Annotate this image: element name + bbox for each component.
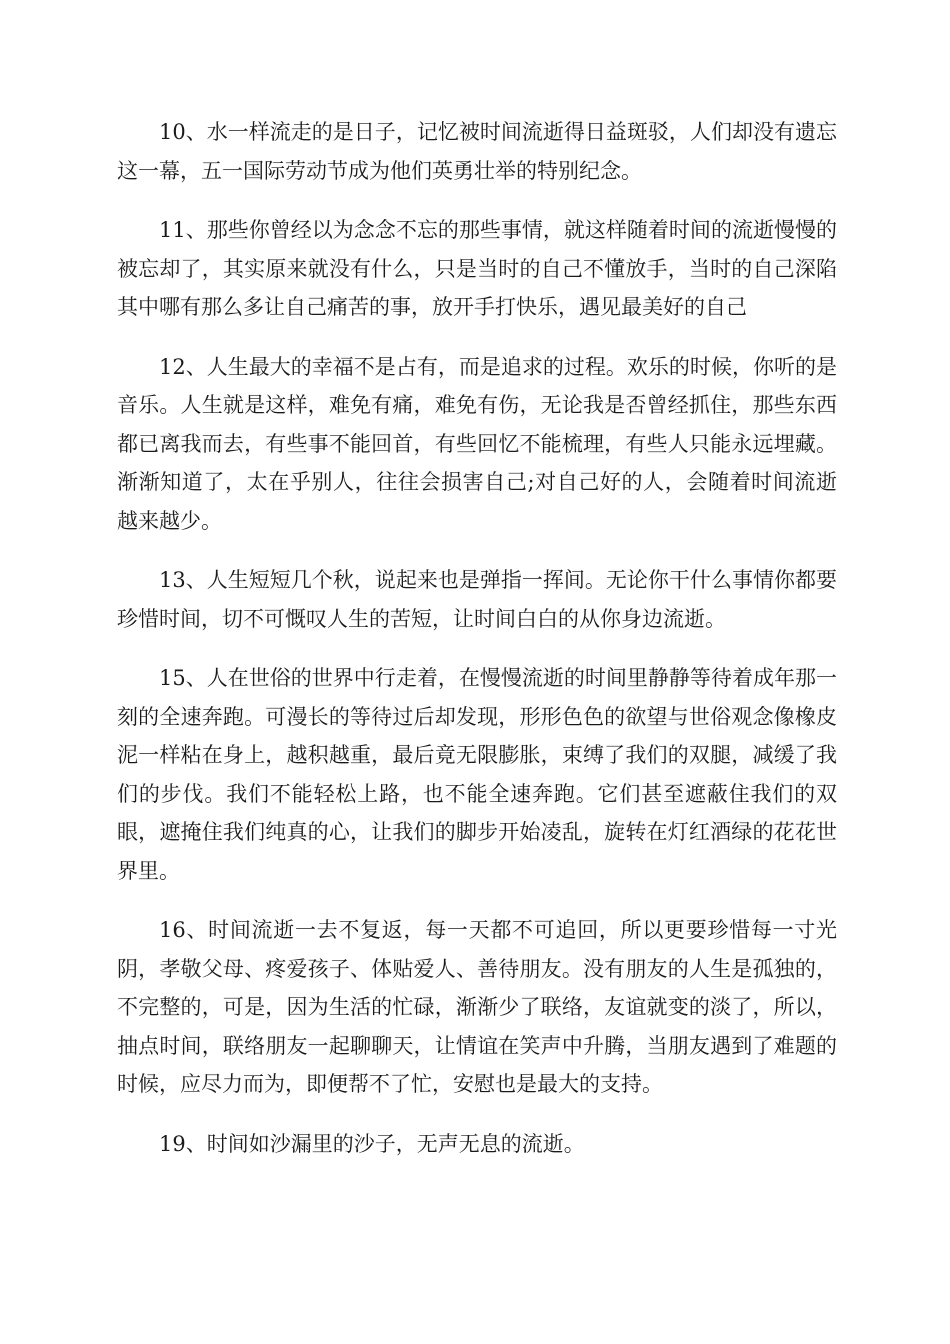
paragraph-12: 12、人生最大的幸福不是占有，而是追求的过程。欢乐的时候，你听的是音乐。人生就是这样，难免有痛，难免有伤，无论我是否曾经抓住，那些东西都已离我而去，有些事不能回首，有些回忆不能梳理，有些人只能永远埋藏。渐渐知道了，太在乎别人，往往会损害自己;对自己好的人，会随着时间流逝越来越少。 [117, 354, 837, 533]
paragraph-15: 15、人在世俗的世界中行走着，在慢慢流逝的时间里静静等待着成年那一刻的全速奔跑。可漫长的等待过后却发现，形形色色的欲望与世俗观念像橡皮泥一样粘在身上，越积越重，最后竟无限膨胀，束缚了我们的双腿，减缓了我们的步伐。我们不能轻松上路，也不能全速奔跑。它们甚至遮蔽住我们的双眼，遮掩住我们纯真的心，让我们的脚步开始凌乱，旋转在灯红酒绿的花花世界里。 [117, 666, 837, 883]
paragraph-16: 16、时间流逝一去不复返，每一天都不可追回，所以更要珍惜每一寸光阴，孝敬父母、疼爱孩子、体贴爱人、善待朋友。没有朋友的人生是孤独的，不完整的，可是，因为生活的忙碌，渐渐少了联络，友谊就变的淡了，所以，抽点时间，联络朋友一起聊聊天，让情谊在笑声中升腾，当朋友遇到了难题的时候，应尽力而为，即便帮不了忙，安慰也是最大的支持。 [117, 918, 837, 1096]
paragraph-13: 13、人生短短几个秋，说起来也是弹指一挥间。无论你干什么事情你都要珍惜时间，切不可慨叹人生的苦短，让时间白白的从你身边流逝。 [117, 568, 837, 631]
document-page [117, 113, 837, 1184]
paragraph-10: 10、水一样流走的是日子，记忆被时间流逝得日益斑驳，人们却没有遗忘这一幕，五一国际劳动节成为他们英勇壮举的特别纪念。 [117, 120, 837, 183]
paragraph-11: 11、那些你曾经以为念念不忘的那些事情，就这样随着时间的流逝慢慢的被忘却了，其实原来就没有什么，只是当时的自己不懂放手，当时的自己深陷其中哪有那么多让自己痛苦的事，放开手打快乐，遇见最美好的自己 [117, 218, 837, 319]
paragraph-19: 19、时间如沙漏里的沙子，无声无息的流逝。 [159, 1131, 585, 1156]
